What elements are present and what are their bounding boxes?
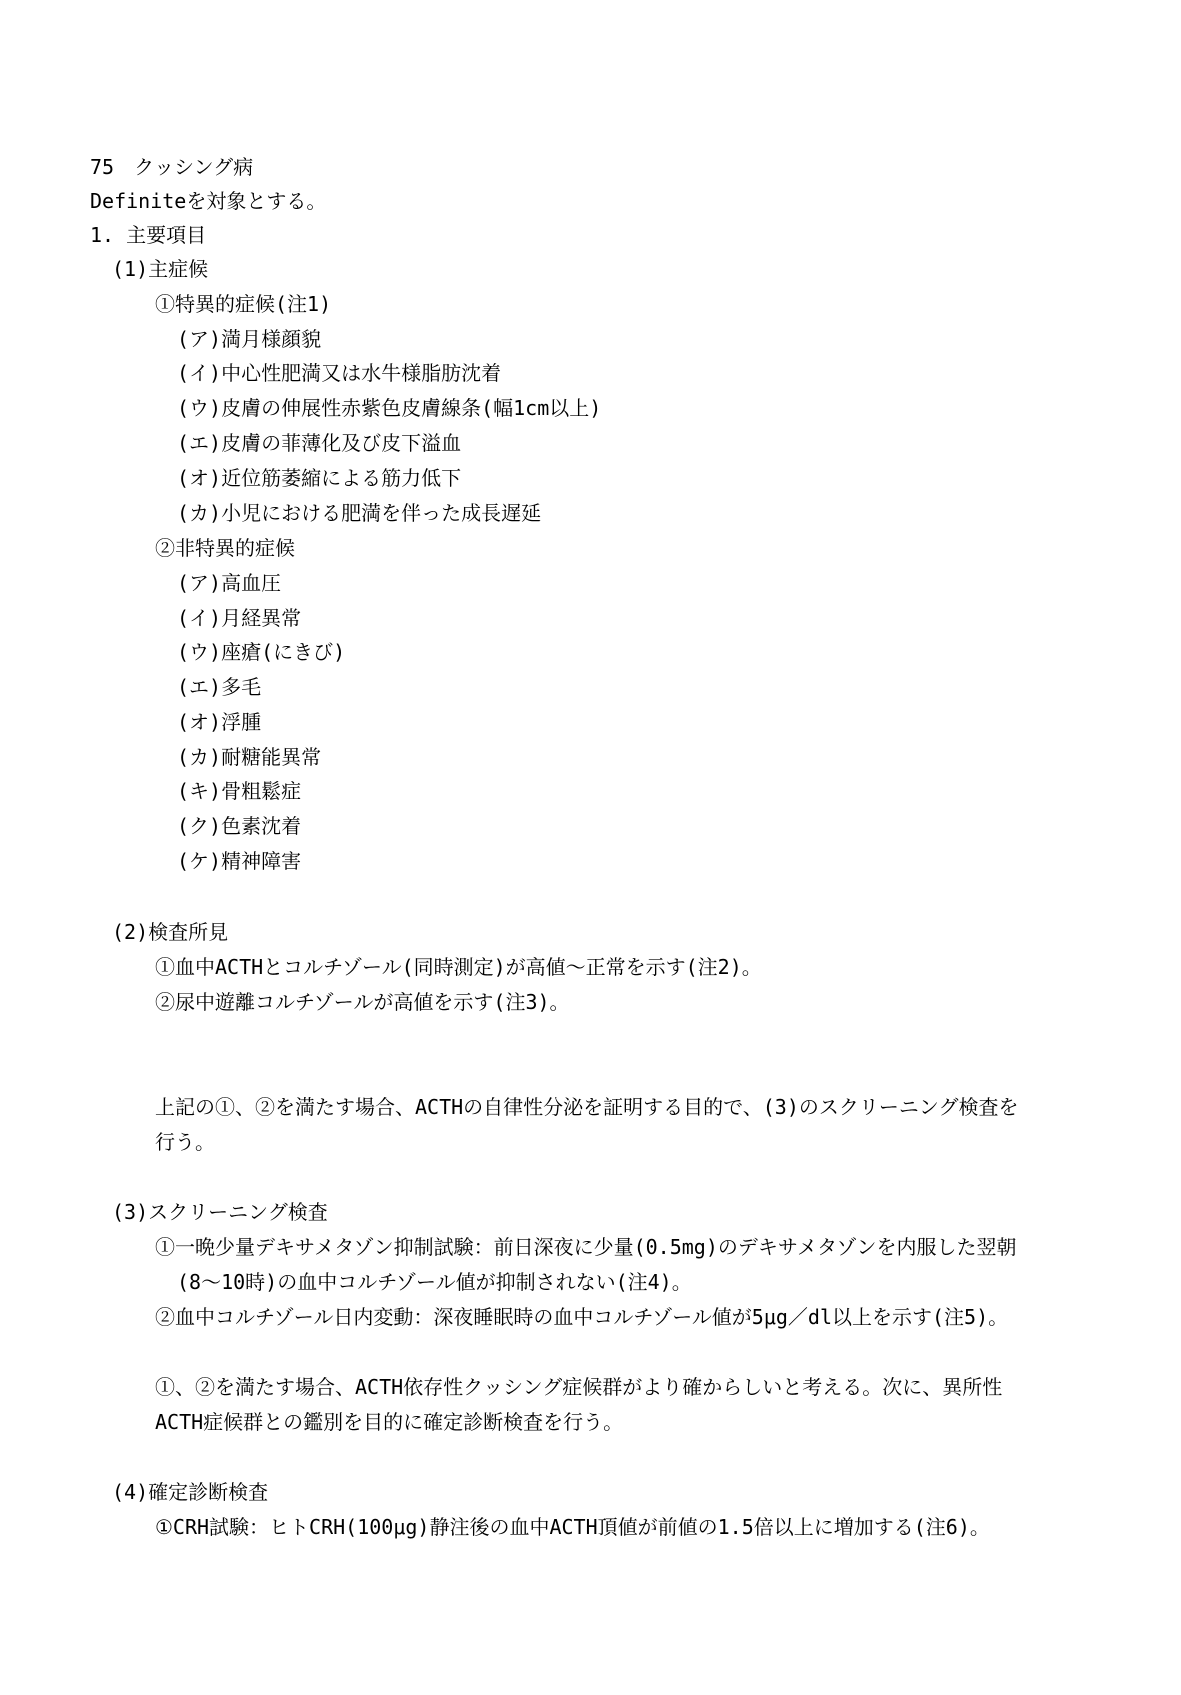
list-item: (オ)浮腫 <box>177 710 262 734</box>
list-item: (オ)近位筋萎縮による筋力低下 <box>177 466 462 490</box>
subsection-heading-main-symptoms: (1)主症候 <box>112 257 209 281</box>
scope-text: Definiteを対象とする。 <box>90 189 327 213</box>
subsection-heading-confirmatory: (4)確定診断検査 <box>112 1480 269 1504</box>
list-item: ①一晩少量デキサメタゾン抑制試験：前日深夜に少量(0.5mg)のデキサメタゾンを内服した翌朝 <box>155 1235 1017 1259</box>
list-item: (ウ)座瘡(にきび) <box>177 640 346 664</box>
list-item-continuation: (8～10時)の血中コルチゾール値が抑制されない(注4)。 <box>177 1270 692 1294</box>
list-item: (ア)高血圧 <box>177 571 282 595</box>
list-item: ①CRH試験：ヒトCRH(100μg)静注後の血中ACTH頂値が前値の1.5倍以上に増加する(注6)。 <box>155 1515 990 1539</box>
section-heading: 1. 主要項目 <box>90 223 207 247</box>
paragraph-line: 行う。 <box>155 1130 215 1154</box>
list-item: (カ)小児における肥満を伴った成長遅延 <box>177 501 542 525</box>
list-item: ②血中コルチゾール日内変動：深夜睡眠時の血中コルチゾール値が5μg／dl以上を示す(注5)。 <box>155 1305 1009 1329</box>
list-item: (ア)満月様顔貌 <box>177 327 322 351</box>
subsection-heading-lab-findings: (2)検査所見 <box>112 920 229 944</box>
nonspecific-symptoms-heading: ②非特異的症候 <box>155 536 295 560</box>
list-item: (キ)骨粗鬆症 <box>177 779 302 803</box>
document-title: 75 クッシング病 <box>90 155 254 179</box>
subsection-heading-screening: (3)スクリーニング検査 <box>112 1200 328 1224</box>
list-item: (イ)月経異常 <box>177 606 302 630</box>
list-item: (イ)中心性肥満又は水牛様脂肪沈着 <box>177 361 502 385</box>
list-item: ②尿中遊離コルチゾールが高値を示す(注3)。 <box>155 990 570 1014</box>
specific-symptoms-heading: ①特異的症候(注1) <box>155 292 332 316</box>
paragraph-line: ①、②を満たす場合、ACTH依存性クッシング症候群がより確からしいと考える。次に、異所性 <box>155 1375 1003 1399</box>
list-item: (ウ)皮膚の伸展性赤紫色皮膚線条(幅1cm以上) <box>177 396 602 420</box>
list-item: ①血中ACTHとコルチゾール(同時測定)が高値～正常を示す(注2)。 <box>155 955 762 979</box>
list-item: (エ)皮膚の菲薄化及び皮下溢血 <box>177 431 462 455</box>
list-item: (カ)耐糖能異常 <box>177 745 322 769</box>
list-item: (ク)色素沈着 <box>177 814 302 838</box>
paragraph-line: ACTH症候群との鑑別を目的に確定診断検査を行う。 <box>155 1410 624 1434</box>
list-item: (エ)多毛 <box>177 675 262 699</box>
paragraph-line: 上記の①、②を満たす場合、ACTHの自律性分泌を証明する目的で、(3)のスクリーニング検査を <box>155 1095 1019 1119</box>
list-item: (ケ)精神障害 <box>177 849 302 873</box>
